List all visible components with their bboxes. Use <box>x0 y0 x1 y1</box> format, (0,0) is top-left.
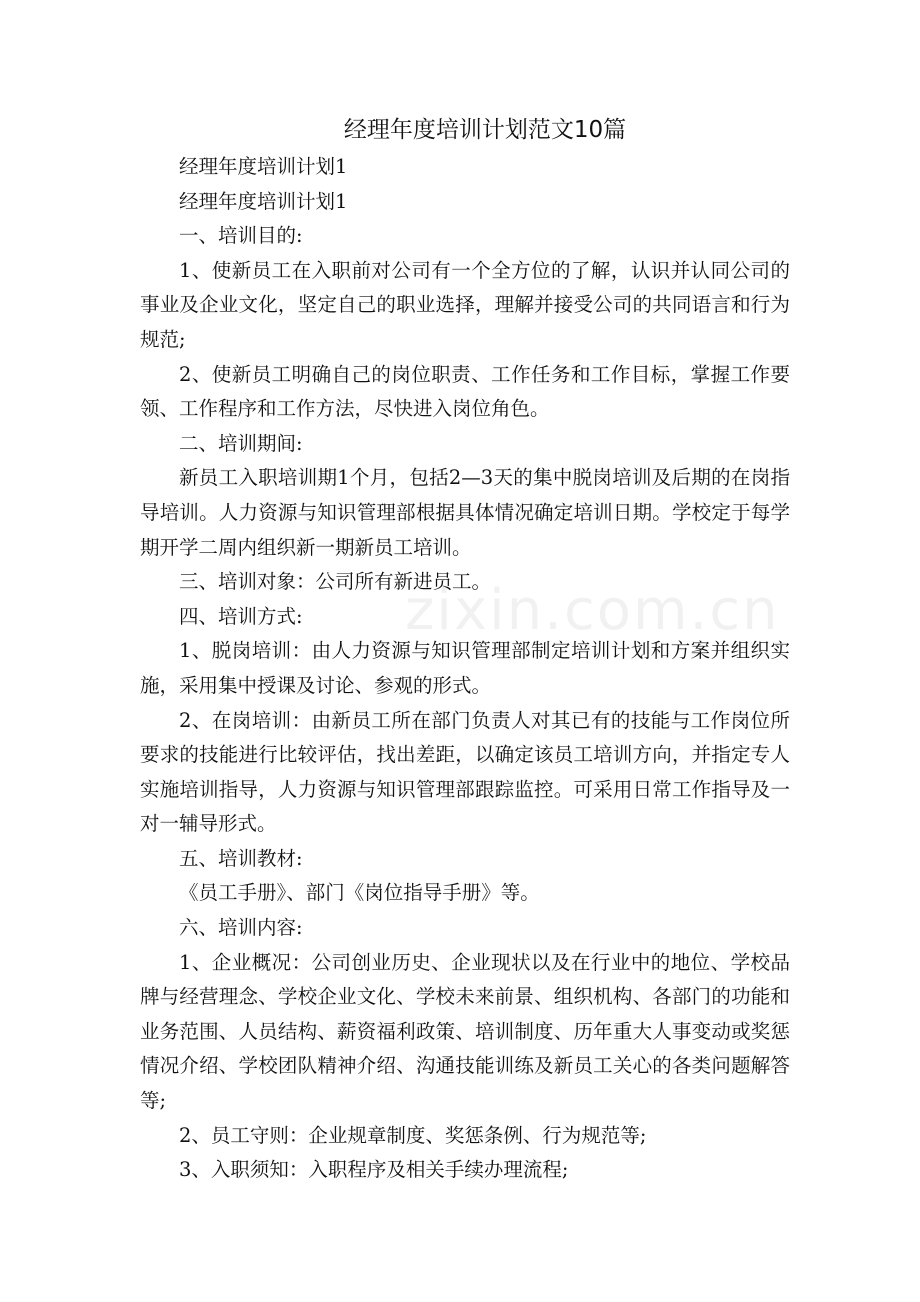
paragraph: 2、在岗培训：由新员工所在部门负责人对其已有的技能与工作岗位所要求的技能进行比较评估，找出差距，以确定该员工培训方向，并指定专人实施培训指导，人力资源与知识管理部跟踪监控。可采用日常工作指导及一对一辅导形式。 <box>140 708 790 836</box>
paragraph: 3、入职须知：入职程序及相关手续办理流程; <box>179 1158 569 1182</box>
paragraph: 1、使新员工在入职前对公司有一个全方位的了解，认识并认同公司的事业及企业文化，坚定自己的职业选择，理解并接受公司的共同语言和行为规范; <box>140 258 790 351</box>
watermark: zixin.com.cn <box>405 578 780 643</box>
section-heading: 六、培训内容: <box>179 916 303 940</box>
paragraph: 2、员工守则：企业规章制度、奖惩条例、行为规范等; <box>179 1123 647 1147</box>
paragraph: 经理年度培训计划1 <box>179 189 348 213</box>
paragraph: 1、企业概况：公司创业历史、企业现状以及在行业中的地位、学校品牌与经营理念、学校企业文化、学校未来前景、组织机构、各部门的功能和业务范围、人员结构、薪资福利政策、培训制度、历年重大人事变动或奖惩情况介绍、学校团队精神介绍、沟通技能训练及新员工关心的各类问题解答等; <box>140 950 790 1113</box>
section-heading: 五、培训教材: <box>179 846 303 870</box>
paragraph: 2、使新员工明确自己的岗位职责、工作任务和工作目标，掌握工作要领、工作程序和工作方法，尽快进入岗位角色。 <box>140 362 790 421</box>
paragraph: 1、脱岗培训：由人力资源与知识管理部制定培训计划和方案并组织实施，采用集中授课及讨论、参观的形式。 <box>140 639 790 697</box>
section-heading: 四、培训方式: <box>179 604 303 628</box>
paragraph: 新员工入职培训期1个月，包括2—3天的集中脱岗培训及后期的在岗指导培训。人力资源与知识管理部根据具体情况确定培训日期。学校定于每学期开学二周内组织新一期新员工培训。 <box>140 466 790 559</box>
document-body <box>140 150 790 1188</box>
section-heading: 三、培训对象：公司所有新进员工。 <box>179 570 492 594</box>
section-heading: 二、培训期间: <box>179 431 303 455</box>
paragraph: 经理年度培训计划1 <box>179 155 348 178</box>
section-heading: 一、培训目的: <box>179 224 303 248</box>
document-title: 经理年度培训计划范文10篇 <box>343 117 627 143</box>
paragraph: 《员工手册》、部门《岗位指导手册》等。 <box>179 881 540 905</box>
